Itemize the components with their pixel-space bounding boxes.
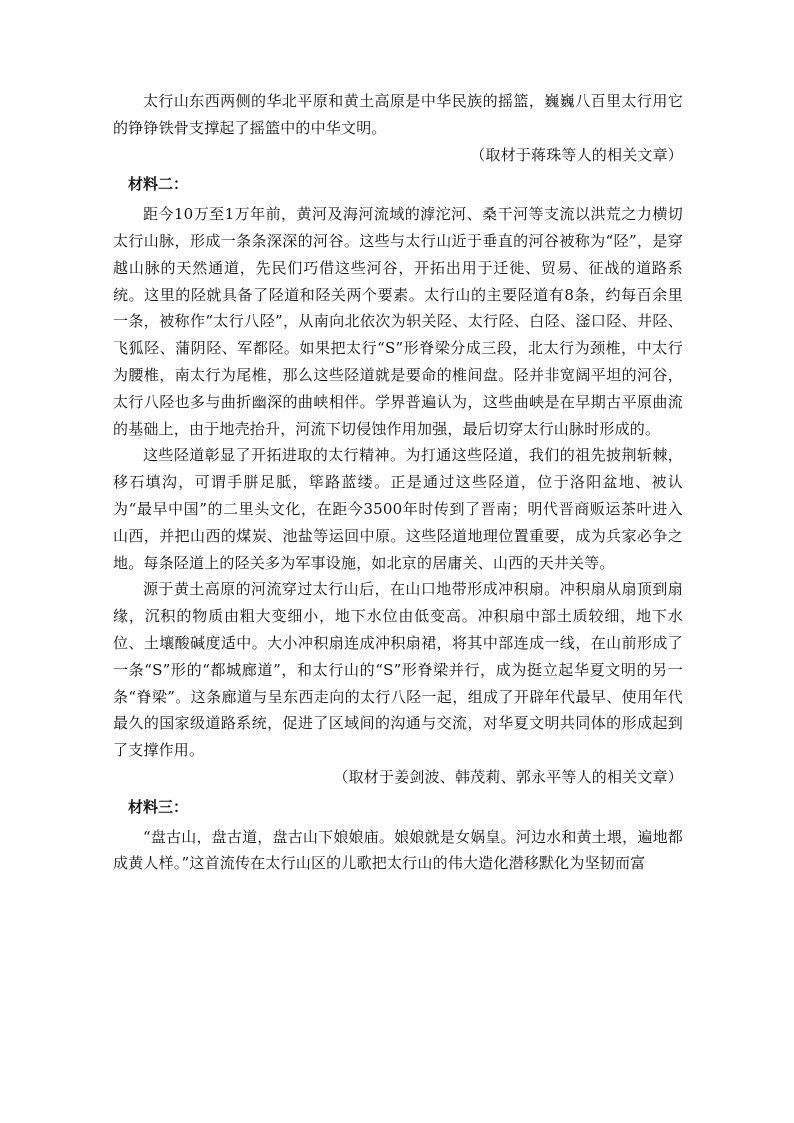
document-page <box>113 88 683 877</box>
source-citation-one: （取材于蒋珠等人的相关文章） <box>470 145 683 164</box>
paragraph-xing-valleys: 距今10万至1万年前，黄河及海河流域的滹沱河、桑干河等支流以洪荒之力横切太行山脉，形成一条条深深的河谷。这些与太行山近于垂直的河谷被称为“陉”，是穿越山脉的天然通道，先民们巧借这些河谷，开拓出用于迁徙、贸易、征战的道路系统。这里的陉就具备了陉道和陉关两个要素。太行山的主要陉道有8条，约每百余里一条，被称作“太行八陉”，从南向北依次为轵关陉、太行陉、白陉、滏口陉、井陉、飞狐陉、蒲阴陉、军都陉。如果把太行“S”形脊梁分成三段，北太行为颈椎，中太行为腰椎，南太行为尾椎，那么这些陉道就是要命的椎间盘。陉并非宽阔平坦的河谷，太行八陉也多与曲折幽深的曲峡相伴。学界普遍认为，这些曲峡是在早期古平原曲流的基础上，由于地壳抬升，河流下切侵蚀作用加强，最后切穿太行山脉时形成的。 <box>113 205 683 438</box>
source-citation-two: （取材于姜剑波、韩茂莉、郭永平等人的相关文章） <box>333 767 683 786</box>
paragraph-material-one-ending: 太行山东西两侧的华北平原和黄土高原是中华民族的摇篮，巍巍八百里太行用它的铮铮铁骨支撑起了摇篮中的中华文明。 <box>113 92 683 137</box>
heading-material-two: 材料二： <box>128 175 189 194</box>
heading-material-three: 材料三： <box>128 797 189 816</box>
paragraph-folk-song: “盘古山，盘古道，盘古山下娘娘庙。娘娘就是女娲皇。河边水和黄土㙗，遍地都成黄人样。”这首流传在太行山区的儿歌把太行山的伟大造化潜移默化为坚韧而富 <box>113 827 683 873</box>
paragraph-alluvial-fans: 源于黄土高原的河流穿过太行山后，在山口地带形成冲积扇。冲积扇从扇顶到扇缘，沉积的物质由粗大变细小，地下水位由低变高。冲积扇中部土质较细，地下水位、土壤酸碱度适中。大小冲积扇连成冲积扇裙，将其中部连成一线，在山前形成了一条“S”形的“都城廊道”，和太行山的“S”形脊梁并行，成为挺立起华夏文明的另一条“脊梁”。这条廊道与呈东西走向的太行八陉一起，组成了开辟年代最早、使用年代最久的国家级道路系统，促进了区域间的沟通与交流，对华夏文明共同体的形成起到了支撑作用。 <box>113 580 683 760</box>
paragraph-taihang-spirit: 这些陉道彰显了开拓进取的太行精神。为打通这些陉道，我们的祖先披荆斩棘，移石填沟，可谓手胼足胝，筚路蓝缕。正是通过这些陉道，位于洛阳盆地、被认为“最早中国”的二里头文化，在距今3500年时传到了晋南；明代晋商贩运茶叶进入山西，并把山西的煤炭、池盐等运回中原。这些陉道地理位置重要，成为兵家必争之地。每条陉道上的陉关多为军事设施，如北京的居庸关、山西的天井关等。 <box>113 446 683 572</box>
